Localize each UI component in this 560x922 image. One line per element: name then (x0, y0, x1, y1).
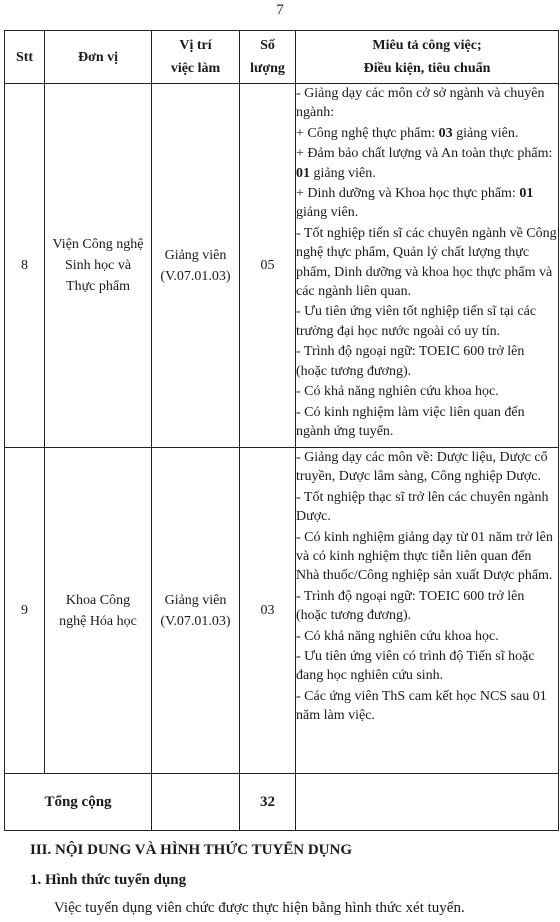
total-empty-cell (296, 774, 559, 831)
row-unit: Viện Công nghệ Sinh học và Thực phẩm (45, 84, 152, 448)
table-header-row (5, 31, 559, 84)
description-item: - Có khả năng nghiên cứu khoa học. (296, 384, 499, 400)
header-position-line2: việc làm (170, 61, 221, 76)
header-quantity-line1: Số (260, 38, 275, 53)
description-item: - Tốt nghiệp thạc sĩ trở lên các chuyên ngành Dược. (296, 489, 549, 525)
description-item: - Có khả năng nghiên cứu khoa học. (296, 628, 499, 644)
row-position-code: (V.07.01.03) (160, 268, 231, 284)
header-quantity-line2: lượng (250, 61, 285, 76)
row-position (152, 84, 240, 448)
description-item: + Công nghệ thực phẩm: 03 giảng viên. (296, 125, 519, 141)
description-item: - Ưu tiên ứng viên tốt nghiệp tiến sĩ tại các trường đại học nước ngoài có uy tín. (296, 304, 537, 339)
row-position (152, 448, 240, 774)
row-position-title: Giảng viên (164, 592, 227, 608)
total-value: 32 (240, 774, 296, 831)
row-stt: 8 (5, 84, 45, 448)
description-item: - Trình độ ngoại ngữ: TOEIC 600 trở lên (hoặc tương đương). (296, 588, 525, 624)
header-quantity (240, 31, 296, 84)
description-item: - Có kinh nghiệm giảng dạy từ 01 năm trở lên và có kinh nghiệm thực tiễn liên quan đến Nhà thuốc/Công nghiệp sản xuất Dược phẩm. (296, 529, 553, 584)
description-item: - Tốt nghiệp tiến sĩ các chuyên ngành về Công nghệ thực phẩm, Quản lý chất lượng thực phẩm, Dinh dưỡng và khoa học thực phẩm và các ngành liên quan. (296, 225, 557, 300)
total-label: Tổng cộng (5, 774, 152, 831)
row-quantity: 05 (240, 84, 296, 448)
header-description (296, 31, 559, 84)
description-item: - Giảng dạy các môn về: Dược liệu, Dược cổ truyền, Dược lâm sàng, Công nghiệp Dược. (296, 450, 548, 485)
description-item: - Giảng dạy các môn cở sở ngành và chuyên ngành: (296, 86, 545, 121)
page-number: 7 (276, 2, 284, 18)
table-row (5, 448, 559, 774)
description-item: - Trình độ ngoại ngữ: TOEIC 600 trở lên (hoặc tương đương). (296, 344, 525, 379)
total-empty-cell (152, 774, 240, 831)
header-description-line1: Miêu tả công việc; (372, 38, 482, 53)
header-description-line2: Điều kiện, tiêu chuẩn (363, 61, 491, 76)
header-position (152, 31, 240, 84)
table-row (5, 84, 559, 448)
description-item: + Đảm bảo chất lượng và An toàn thực phẩm: 01 giảng viên. (296, 146, 553, 181)
header-stt: Stt (5, 31, 45, 84)
recruitment-table (4, 30, 559, 831)
row-description (296, 448, 559, 774)
header-unit: Đơn vị (45, 31, 152, 84)
description-item: - Ưu tiên ứng viên có trình độ Tiến sĩ hoặc đang học nghiên cứu sinh. (296, 649, 535, 684)
row-unit: Khoa Công nghệ Hóa học (45, 448, 152, 774)
total-row (5, 774, 559, 831)
row-position-title: Giảng viên (164, 247, 227, 263)
description-item: - Có kinh nghiệm làm việc liên quan đến ngành ứng tuyển. (296, 404, 525, 439)
header-position-line1: Vị trí (179, 38, 212, 53)
description-item: + Dinh dưỡng và Khoa học thực phẩm: 01 giảng viên. (296, 186, 534, 221)
subsection-heading: 1. Hình thức tuyển dụng (30, 872, 187, 888)
row-description (296, 84, 559, 448)
row-stt: 9 (5, 448, 45, 774)
body-paragraph: Việc tuyển dụng viên chức được thực hiện bằng hình thức xét tuyển. (54, 900, 465, 916)
description-item: - Các ứng viên ThS cam kết học NCS sau 01 năm làm việc. (296, 688, 547, 724)
section-heading: III. NỘI DUNG VÀ HÌNH THỨC TUYỂN DỤNG (30, 842, 352, 858)
row-position-code: (V.07.01.03) (160, 613, 231, 629)
row-quantity: 03 (240, 448, 296, 774)
